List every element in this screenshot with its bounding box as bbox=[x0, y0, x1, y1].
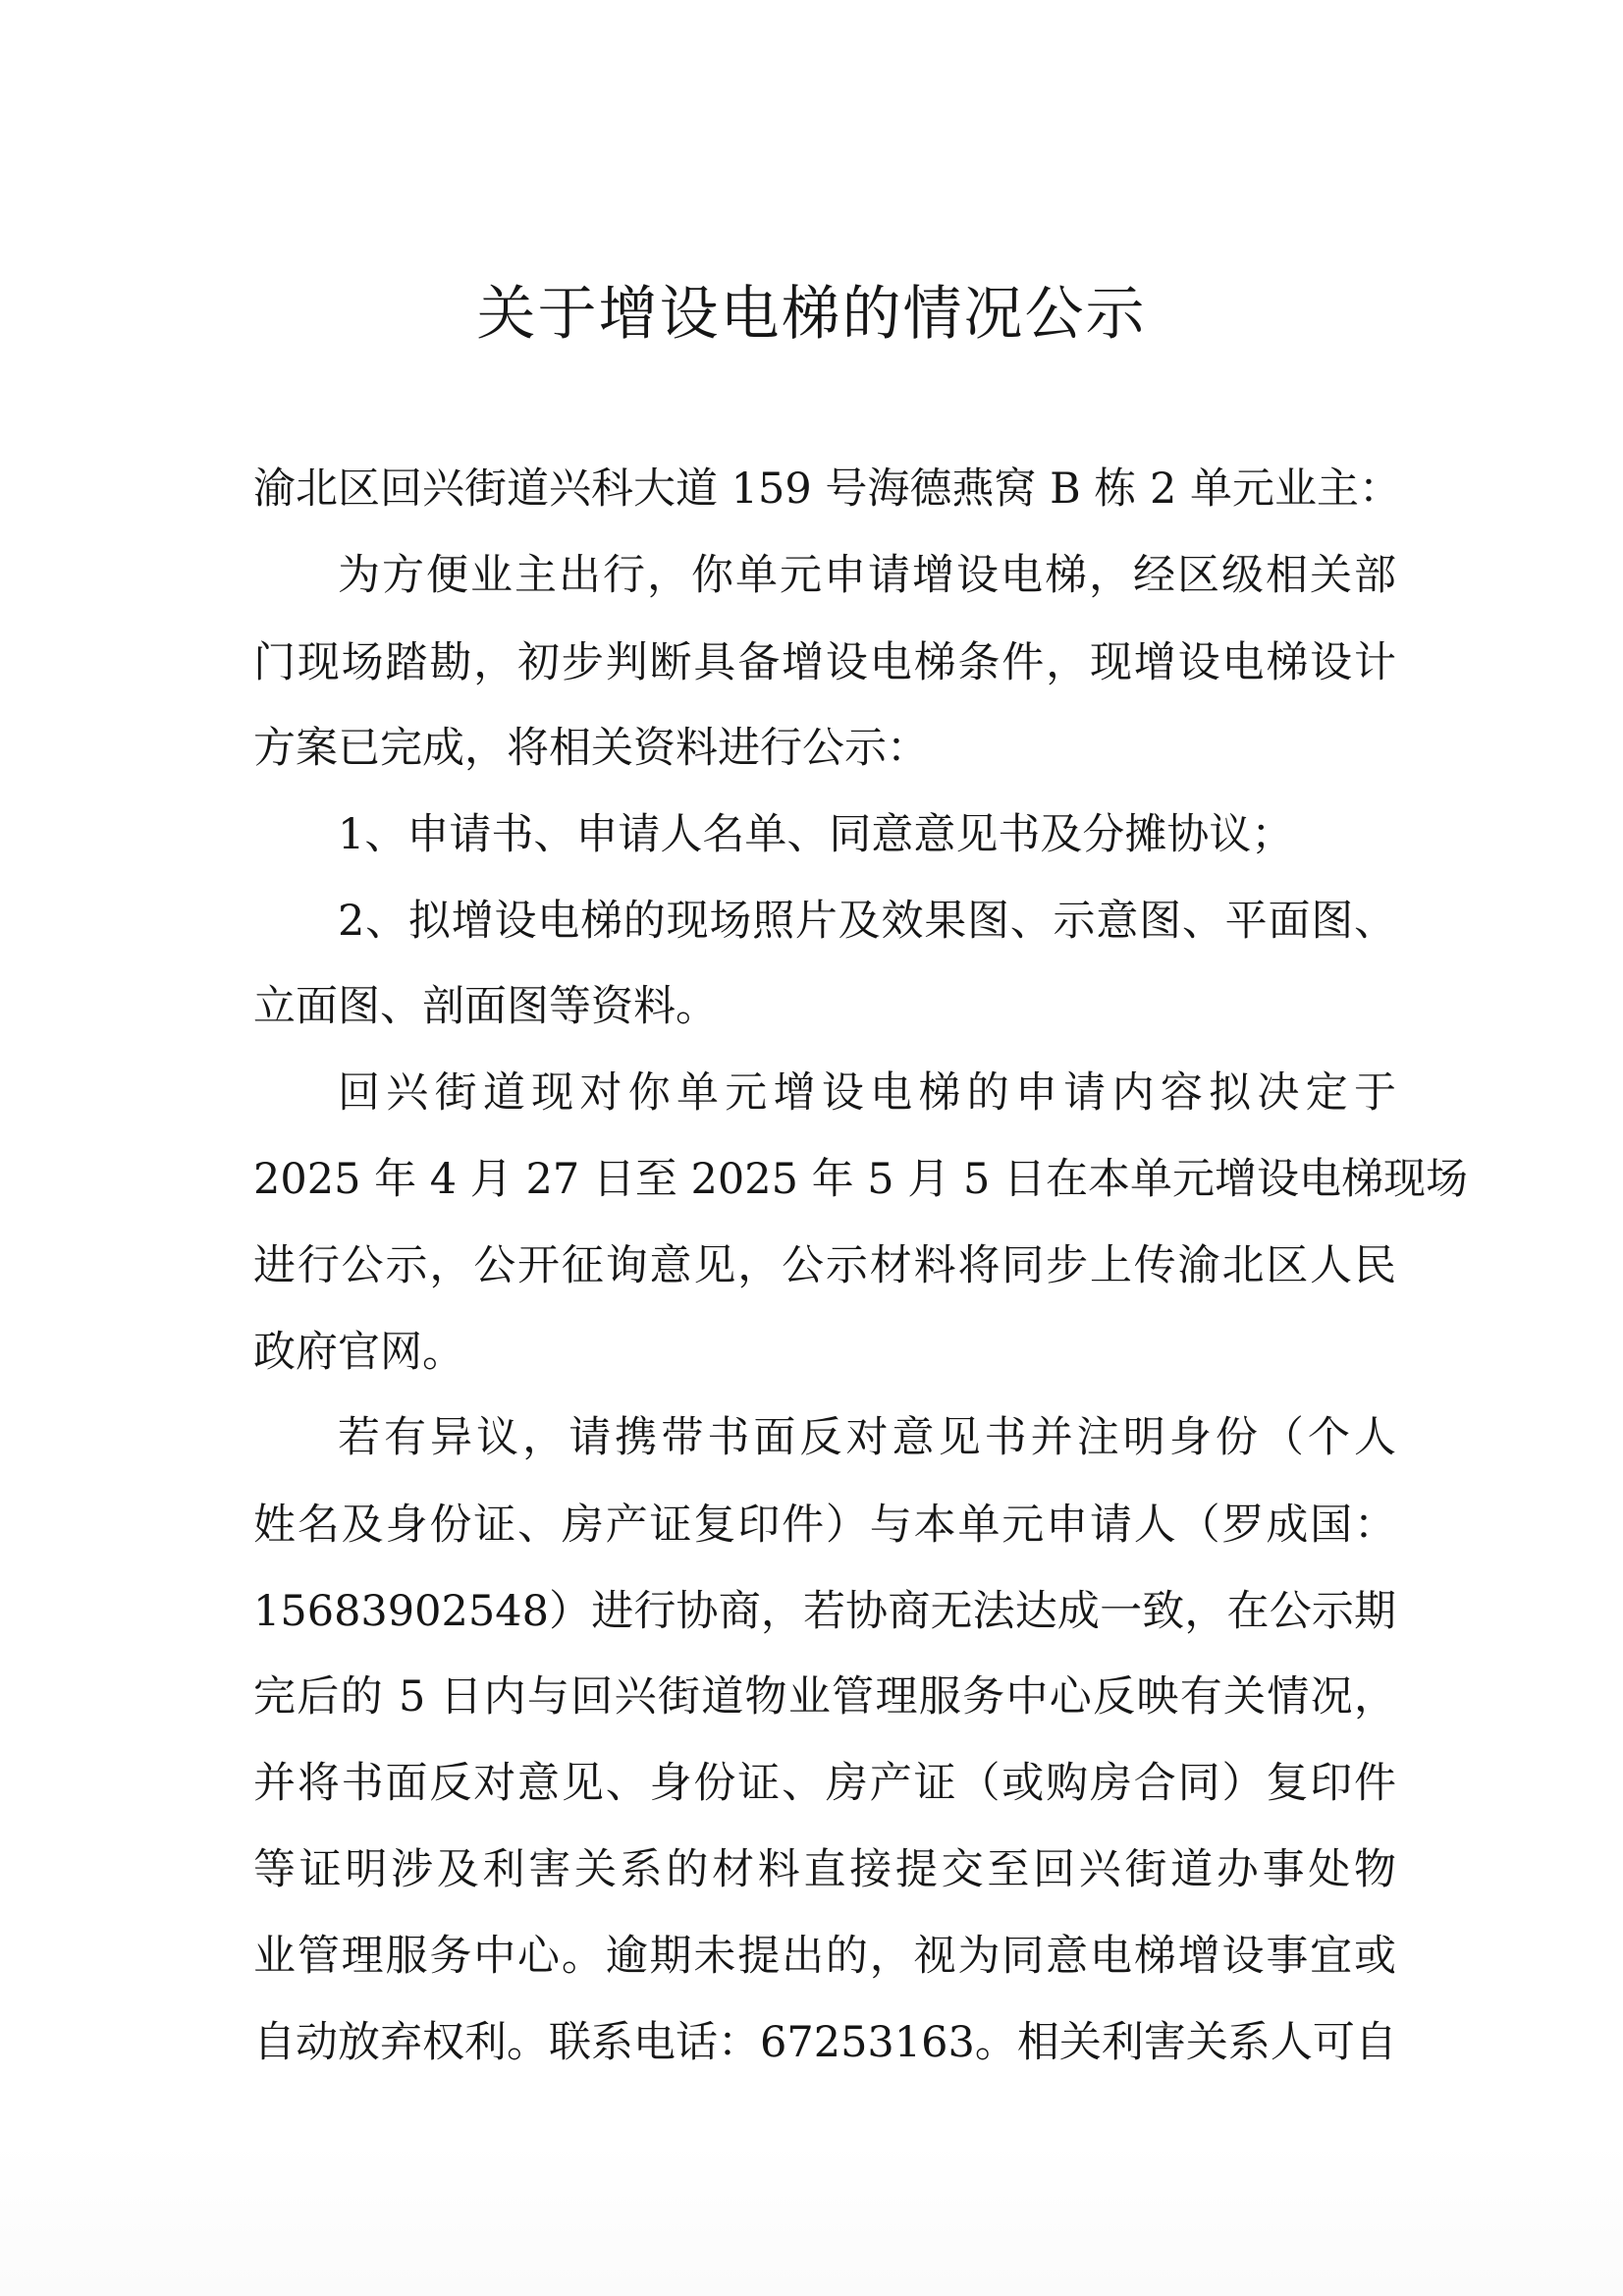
paragraph-4-line-1: 若有异议，请携带书面反对意见书并注明身份（个人 bbox=[338, 1413, 1396, 1462]
paragraph-3-line-2: 2025 年 4 月 27 日至 2025 年 5 月 5 日在本单元增设电梯现场 bbox=[253, 1155, 1469, 1204]
salutation: 渝北区回兴街道兴科大道 159 号海德燕窝 B 栋 2 单元业主： bbox=[253, 465, 1402, 514]
document-title: 关于增设电梯的情况公示 bbox=[476, 280, 1147, 349]
list-item-1: 1、申请书、申请人名单、同意意见书及分摊协议； bbox=[338, 810, 1294, 859]
paragraph-4-line-2: 姓名及身份证、房产证复印件）与本单元申请人（罗成国： bbox=[253, 1501, 1396, 1550]
scan-bottom-shade bbox=[0, 2141, 1623, 2296]
paragraph-3-line-1: 回兴街道现对你单元增设电梯的申请内容拟决定于 bbox=[338, 1068, 1396, 1118]
paragraph-4-line-3: 15683902548）进行协商，若协商无法达成一致，在公示期 bbox=[253, 1587, 1396, 1636]
paragraph-3-line-3: 进行公示，公开征询意见，公示材料将同步上传渝北区人民 bbox=[253, 1241, 1396, 1290]
paragraph-4-line-4: 完后的 5 日内与回兴街道物业管理服务中心反映有关情况， bbox=[253, 1672, 1396, 1722]
paragraph-4-line-7: 业管理服务中心。逾期未提出的，视为同意电梯增设事宜或 bbox=[253, 1932, 1396, 1981]
paragraph-4-line-6: 等证明涉及利害关系的材料直接提交至回兴街道办事处物 bbox=[253, 1845, 1396, 1894]
list-item-2-line-2: 立面图、剖面图等资料。 bbox=[253, 982, 718, 1031]
paragraph-1-line-1: 为方便业主出行，你单元申请增设电梯，经区级相关部 bbox=[338, 551, 1396, 600]
paragraph-1-line-2: 门现场踏勘，初步判断具备增设电梯条件，现增设电梯设计 bbox=[253, 638, 1396, 687]
paragraph-4-line-8: 自动放弃权利。联系电话：67253163。相关利害关系人可自 bbox=[253, 2018, 1397, 2067]
list-item-2-line-1: 2、拟增设电梯的现场照片及效果图、示意图、平面图、 bbox=[338, 897, 1396, 946]
paragraph-3-line-4: 政府官网。 bbox=[253, 1328, 464, 1377]
paragraph-4-line-5: 并将书面反对意见、身份证、房产证（或购房合同）复印件 bbox=[253, 1759, 1396, 1808]
paragraph-1-line-3: 方案已完成，将相关资料进行公示： bbox=[253, 724, 929, 773]
